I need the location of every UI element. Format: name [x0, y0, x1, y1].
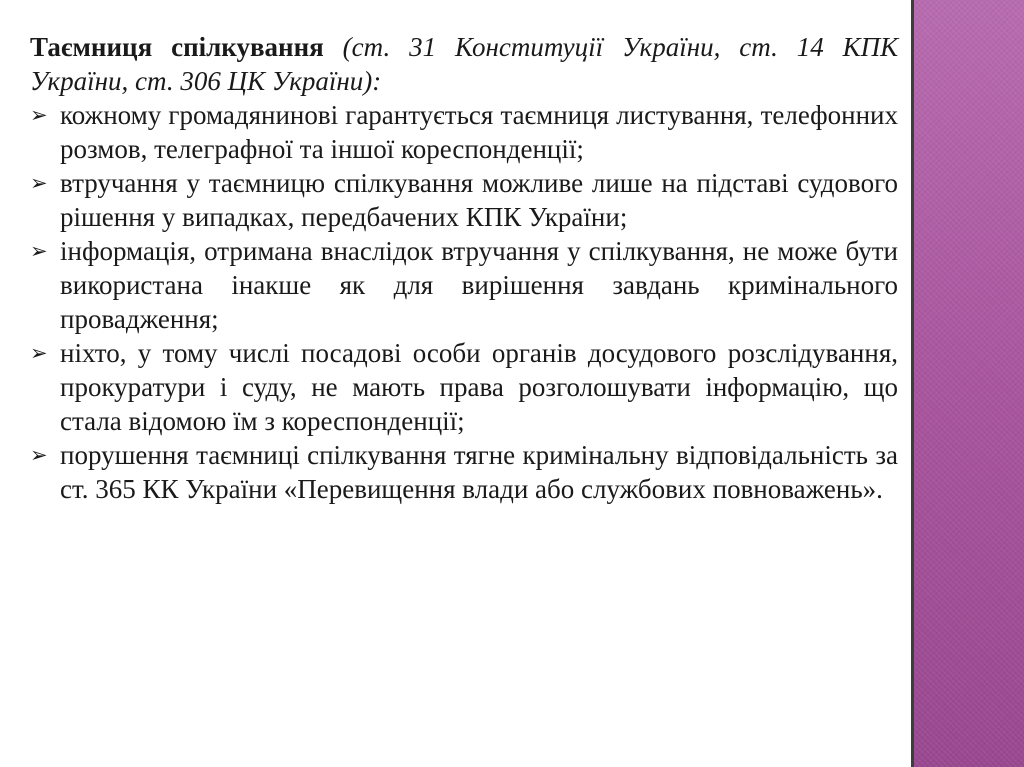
list-item	[30, 166, 898, 234]
slide-content	[30, 30, 898, 506]
intro-title: Таємниця спілкування	[30, 32, 324, 62]
bullet-list	[30, 98, 898, 506]
intro-reference: (ст. 31 Конституції України, ст. 14 КПК України, ст. 306 ЦК України):	[30, 32, 898, 96]
arrowhead-bullet-icon: ➢	[30, 239, 48, 263]
list-item-text: порушення таємниці спілкування тягне кримінальну відповідальність за ст. 365 КК України «Перевищення влади або службових повноважень».	[60, 440, 898, 504]
decorative-side-band	[914, 0, 1024, 767]
arrowhead-bullet-icon: ➢	[30, 103, 48, 127]
arrowhead-bullet-icon: ➢	[30, 171, 48, 195]
list-item	[30, 234, 898, 336]
list-item-text: втручання у таємницю спілкування можливе лише на підставі судового рішення у випадках, передбачених КПК України;	[60, 168, 898, 232]
list-item	[30, 98, 898, 166]
list-item	[30, 336, 898, 438]
arrowhead-bullet-icon: ➢	[30, 341, 48, 365]
list-item	[30, 438, 898, 506]
list-item-text: ніхто, у тому числі посадові особи органів досудового розслідування, прокуратури і суду, не мають права розголошувати інформацію, що стала відомою їм з кореспонденції;	[60, 338, 898, 436]
list-item-text: інформація, отримана внаслідок втручання у спілкування, не може бути використана інакше як для вирішення завдань кримінального провадження;	[60, 236, 898, 334]
intro-paragraph	[30, 30, 898, 98]
arrowhead-bullet-icon: ➢	[30, 443, 48, 467]
list-item-text: кожному громадянинові гарантується таємниця листування, телефонних розмов, телеграфної та іншої кореспонденції;	[60, 100, 898, 164]
